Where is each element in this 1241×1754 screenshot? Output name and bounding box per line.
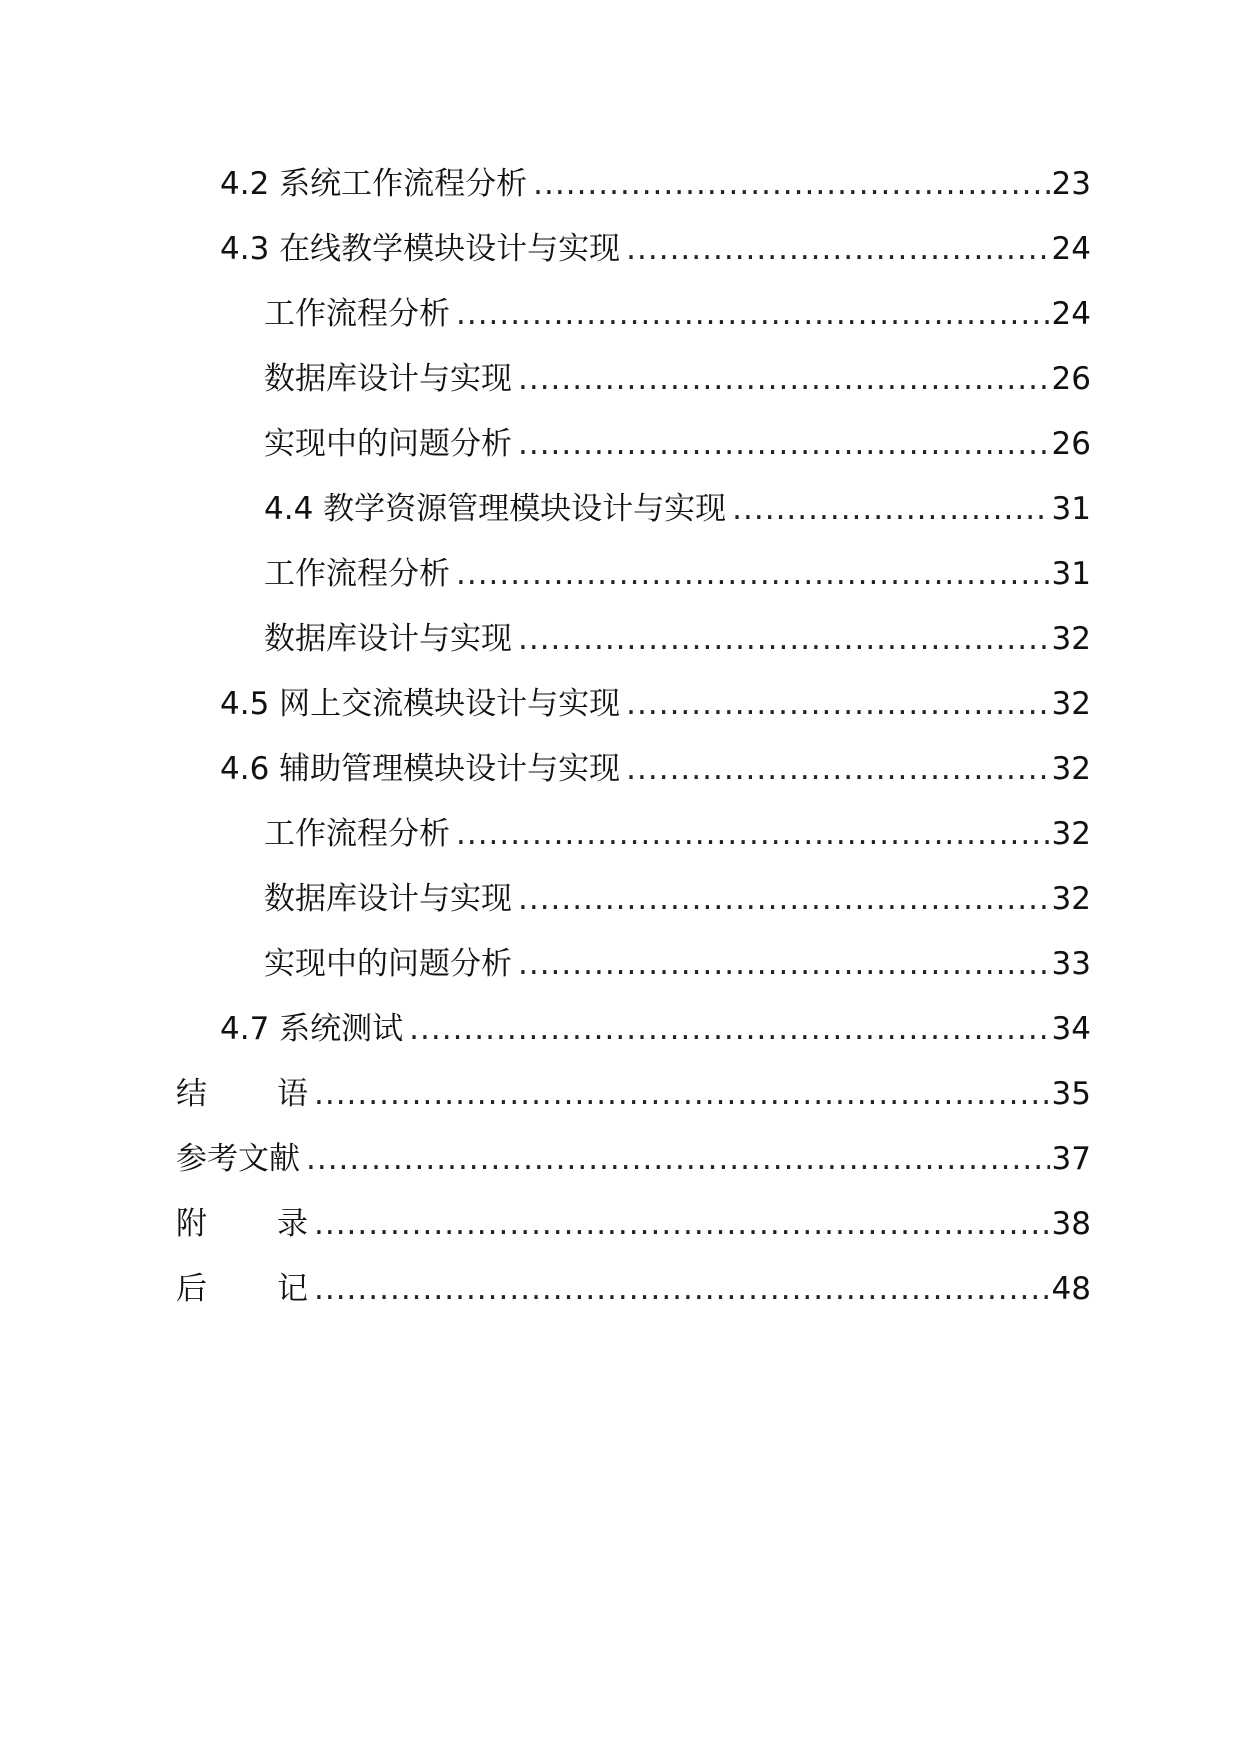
- toc-entry-page: 37: [1051, 1141, 1091, 1177]
- toc-entry-title: [176, 1062, 308, 1127]
- toc-entry-title: 数据库设计与实现: [264, 881, 512, 917]
- toc-entry-title: 工作流程分析: [264, 556, 450, 592]
- toc-dot-leader: [732, 477, 1049, 542]
- toc-entry-title: 4.6 辅助管理模块设计与实现: [220, 751, 621, 787]
- toc-entry-page: 34: [1051, 1011, 1091, 1047]
- toc-entry-title: 4.5 网上交流模块设计与实现: [220, 686, 621, 722]
- toc-entry-page: 32: [1051, 816, 1091, 852]
- toc-dot-leader: [456, 282, 1050, 347]
- toc-entry-page: 24: [1051, 231, 1091, 267]
- toc-entry-title: 4.7 系统测试: [220, 1011, 404, 1047]
- toc-entry[interactable]: [176, 282, 1091, 347]
- toc-title-char: 语: [277, 1076, 308, 1112]
- toc-dot-leader: [518, 932, 1050, 997]
- toc-entry-page: 33: [1051, 946, 1091, 982]
- toc-entry-title: 4.3 在线教学模块设计与实现: [220, 231, 621, 267]
- toc-dot-leader: [518, 412, 1050, 477]
- toc-entry[interactable]: [176, 347, 1091, 412]
- toc-entry-title: 4.4 教学资源管理模块设计与实现: [264, 491, 727, 527]
- toc-entry[interactable]: [176, 932, 1091, 997]
- toc-entry[interactable]: [176, 477, 1091, 542]
- toc-entry-page: 32: [1051, 686, 1091, 722]
- toc-entry[interactable]: [176, 412, 1091, 477]
- toc-entry-title: [176, 1192, 308, 1257]
- toc-entry-page: 26: [1051, 426, 1091, 462]
- toc-dot-leader: [518, 607, 1050, 672]
- toc-entry-page: 35: [1051, 1076, 1091, 1112]
- toc-dot-leader: [533, 152, 1049, 217]
- toc-title-char: 后: [176, 1271, 207, 1307]
- toc-entry-page: 24: [1051, 296, 1091, 332]
- toc-entry-page: 32: [1051, 881, 1091, 917]
- toc-entry-title: 数据库设计与实现: [264, 621, 512, 657]
- toc-entry[interactable]: [176, 997, 1091, 1062]
- table-of-contents: [176, 152, 1091, 1322]
- toc-title-char: 附: [176, 1206, 207, 1242]
- toc-entry-page: 38: [1051, 1206, 1091, 1242]
- toc-entry[interactable]: [176, 737, 1091, 802]
- toc-dot-leader: [306, 1127, 1050, 1192]
- toc-dot-leader: [626, 737, 1049, 802]
- toc-entry-page: 31: [1051, 491, 1091, 527]
- toc-dot-leader: [456, 802, 1050, 867]
- toc-entry-title: 实现中的问题分析: [264, 426, 512, 462]
- toc-entry-title: 工作流程分析: [264, 296, 450, 332]
- toc-dot-leader: [456, 542, 1050, 607]
- toc-dot-leader: [314, 1062, 1050, 1127]
- toc-dot-leader: [626, 217, 1049, 282]
- toc-entry-references[interactable]: [176, 1127, 1091, 1192]
- toc-entry-appendix[interactable]: [176, 1192, 1091, 1257]
- toc-entry[interactable]: [176, 802, 1091, 867]
- toc-title-char: 结: [176, 1076, 207, 1112]
- toc-entry-page: 32: [1051, 751, 1091, 787]
- toc-entry-title: 实现中的问题分析: [264, 946, 512, 982]
- toc-entry-postscript[interactable]: [176, 1257, 1091, 1322]
- toc-entry[interactable]: [176, 672, 1091, 737]
- toc-entry-title: 数据库设计与实现: [264, 361, 512, 397]
- toc-entry[interactable]: [176, 217, 1091, 282]
- toc-entry-conclusion[interactable]: [176, 1062, 1091, 1127]
- toc-entry-page: 26: [1051, 361, 1091, 397]
- toc-dot-leader: [518, 347, 1050, 412]
- toc-entry[interactable]: [176, 542, 1091, 607]
- toc-entry-page: 23: [1051, 166, 1091, 202]
- toc-entry-page: 48: [1051, 1271, 1091, 1307]
- toc-entry-title: 工作流程分析: [264, 816, 450, 852]
- toc-dot-leader: [626, 672, 1049, 737]
- toc-entry[interactable]: [176, 867, 1091, 932]
- toc-dot-leader: [518, 867, 1050, 932]
- toc-entry-title: [176, 1257, 308, 1322]
- toc-entry-page: 31: [1051, 556, 1091, 592]
- toc-entry-title: 4.2 系统工作流程分析: [220, 166, 528, 202]
- toc-dot-leader: [314, 1192, 1050, 1257]
- toc-title-char: 记: [277, 1271, 308, 1307]
- toc-entry[interactable]: [176, 607, 1091, 672]
- toc-entry-title: 参考文献: [176, 1141, 300, 1177]
- toc-entry[interactable]: [176, 152, 1091, 217]
- toc-entry-page: 32: [1051, 621, 1091, 657]
- toc-dot-leader: [409, 997, 1049, 1062]
- toc-dot-leader: [314, 1257, 1050, 1322]
- toc-title-char: 录: [277, 1206, 308, 1242]
